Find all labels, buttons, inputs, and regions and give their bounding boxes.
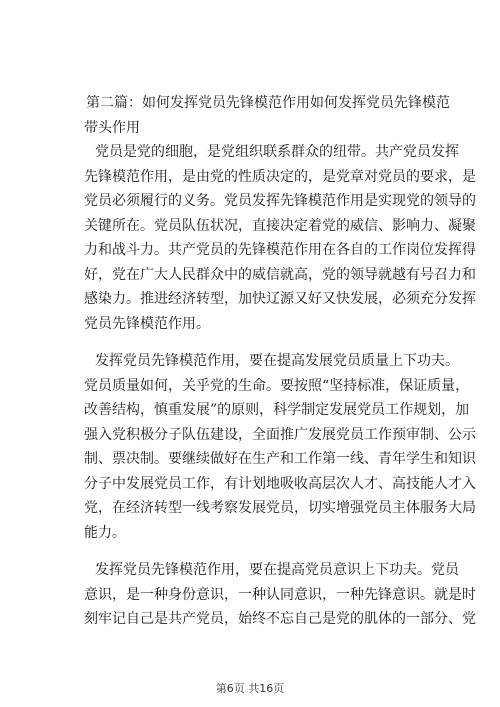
text-line: 先锋模范作用，是由党的性质决定的，是党章对党员的要求，是: [84, 168, 476, 185]
text-line: 意识，是一种身份意识，一种认同意识，一种先锋意识。就是时: [84, 586, 476, 603]
text-line: 带头作用: [84, 119, 140, 136]
text-line: 刻牢记自己是共产党员，始终不忘自己是党的肌体的一部分、党: [84, 611, 476, 627]
text-line: 党，在经济转型一线考察发展党员，切实增强党员主体服务大局: [84, 500, 476, 516]
text-line: 能力。: [84, 524, 126, 541]
document-body: [84, 91, 476, 632]
text-line: 力和战斗力。共产党员的先锋模范作用在各自的工作岗位发挥得: [84, 242, 476, 258]
text-line: 关键所在。党员队伍状况，直接决定着党的威信、影响力、凝聚: [84, 217, 476, 234]
text-line: 好，党在广大人民群众中的威信就高，党的领导就越有号召力和: [84, 266, 476, 283]
paragraph: [84, 140, 476, 336]
text-line: 制、票决制。要继续做好在生产和工作第一线、青年学生和知识: [84, 451, 476, 467]
text-line: 党员是党的细胞，是党组织联系群众的纽带。共产党员发挥: [95, 144, 459, 160]
text-line: 党员必须履行的义务。党员发挥先锋模范作用是实现党的领导的: [84, 193, 476, 209]
text-line: 强入党积极分子队伍建设，全面推广发展党员工作预审制、公示: [84, 426, 476, 443]
paragraph: [84, 558, 476, 632]
text-line: 第二篇：如何发挥党员先锋模范作用如何发挥党员先锋模范: [86, 95, 450, 111]
text-line: 党员质量如何，关乎党的生命。要按照“坚持标准，保证质量，: [84, 377, 470, 394]
text-line: 感染力。推进经济转型，加快辽源又好又快发展，必须充分发挥: [84, 291, 476, 307]
text-line: 改善结构，慎重发展”的原则，科学制定发展党员工作规划，加: [84, 402, 470, 418]
text-line: 分子中发展党员工作，有计划地吸收高层次人才、高技能人才入: [84, 475, 476, 492]
text-line: 发挥党员先锋模范作用，要在提高发展党员质量上下功夫。: [95, 353, 459, 369]
text-line: 发挥党员先锋模范作用，要在提高党员意识上下功夫。党员: [95, 562, 459, 578]
paragraph-title: [84, 91, 450, 140]
paragraph: [84, 349, 476, 545]
page-footer: 第6页 共16页: [215, 682, 285, 695]
text-line: 党员先锋模范作用。: [84, 315, 210, 332]
